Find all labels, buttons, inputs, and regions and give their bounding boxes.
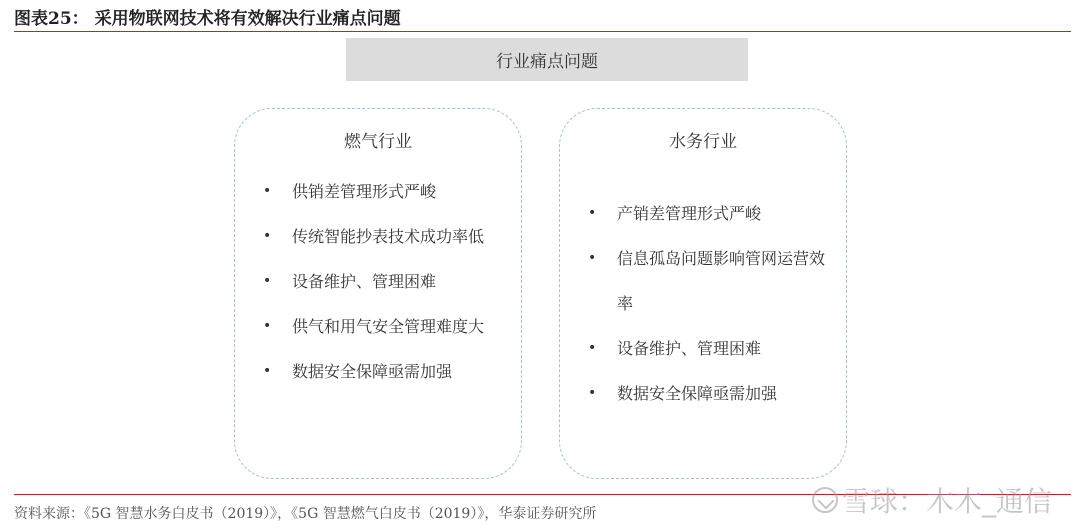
gas-pain-points-list — [263, 169, 503, 394]
source-note: 资料来源：《5G 智慧水务白皮书（2019）》，《5G 智慧燃气白皮书（2019）》，华泰证券研究所 — [14, 506, 597, 522]
list-item: • 传统智能抄表技术成功率低 — [263, 214, 503, 259]
gas-industry-title: 燃气行业 — [344, 132, 412, 152]
list-item: • 设备维护、管理困难 — [263, 259, 503, 304]
list-item: • 信息孤岛问题影响管网运营效率 — [588, 236, 828, 326]
pain-points-header — [346, 38, 748, 81]
water-pain-points-list — [588, 191, 828, 416]
list-item: • 数据安全保障亟需加强 — [263, 349, 503, 394]
water-industry-title: 水务行业 — [669, 132, 737, 152]
list-item: • 设备维护、管理困难 — [588, 326, 828, 371]
gas-industry-panel — [234, 108, 522, 479]
title-divider — [14, 31, 1071, 32]
figure-title: 图表25： 采用物联网技术将有效解决行业痛点问题 — [14, 9, 401, 29]
pain-points-header-label: 行业痛点问题 — [496, 52, 598, 72]
list-item: • 供销差管理形式严峻 — [263, 169, 503, 214]
watermark — [812, 480, 1052, 520]
list-item: • 供气和用气安全管理难度大 — [263, 304, 503, 349]
list-item: • 产销差管理形式严峻 — [588, 191, 828, 236]
list-item: • 数据安全保障亟需加强 — [588, 371, 828, 416]
water-industry-panel — [559, 108, 847, 479]
watermark-text: 雪球：木木_通信 — [841, 485, 1052, 518]
snowball-logo-icon — [812, 487, 838, 513]
